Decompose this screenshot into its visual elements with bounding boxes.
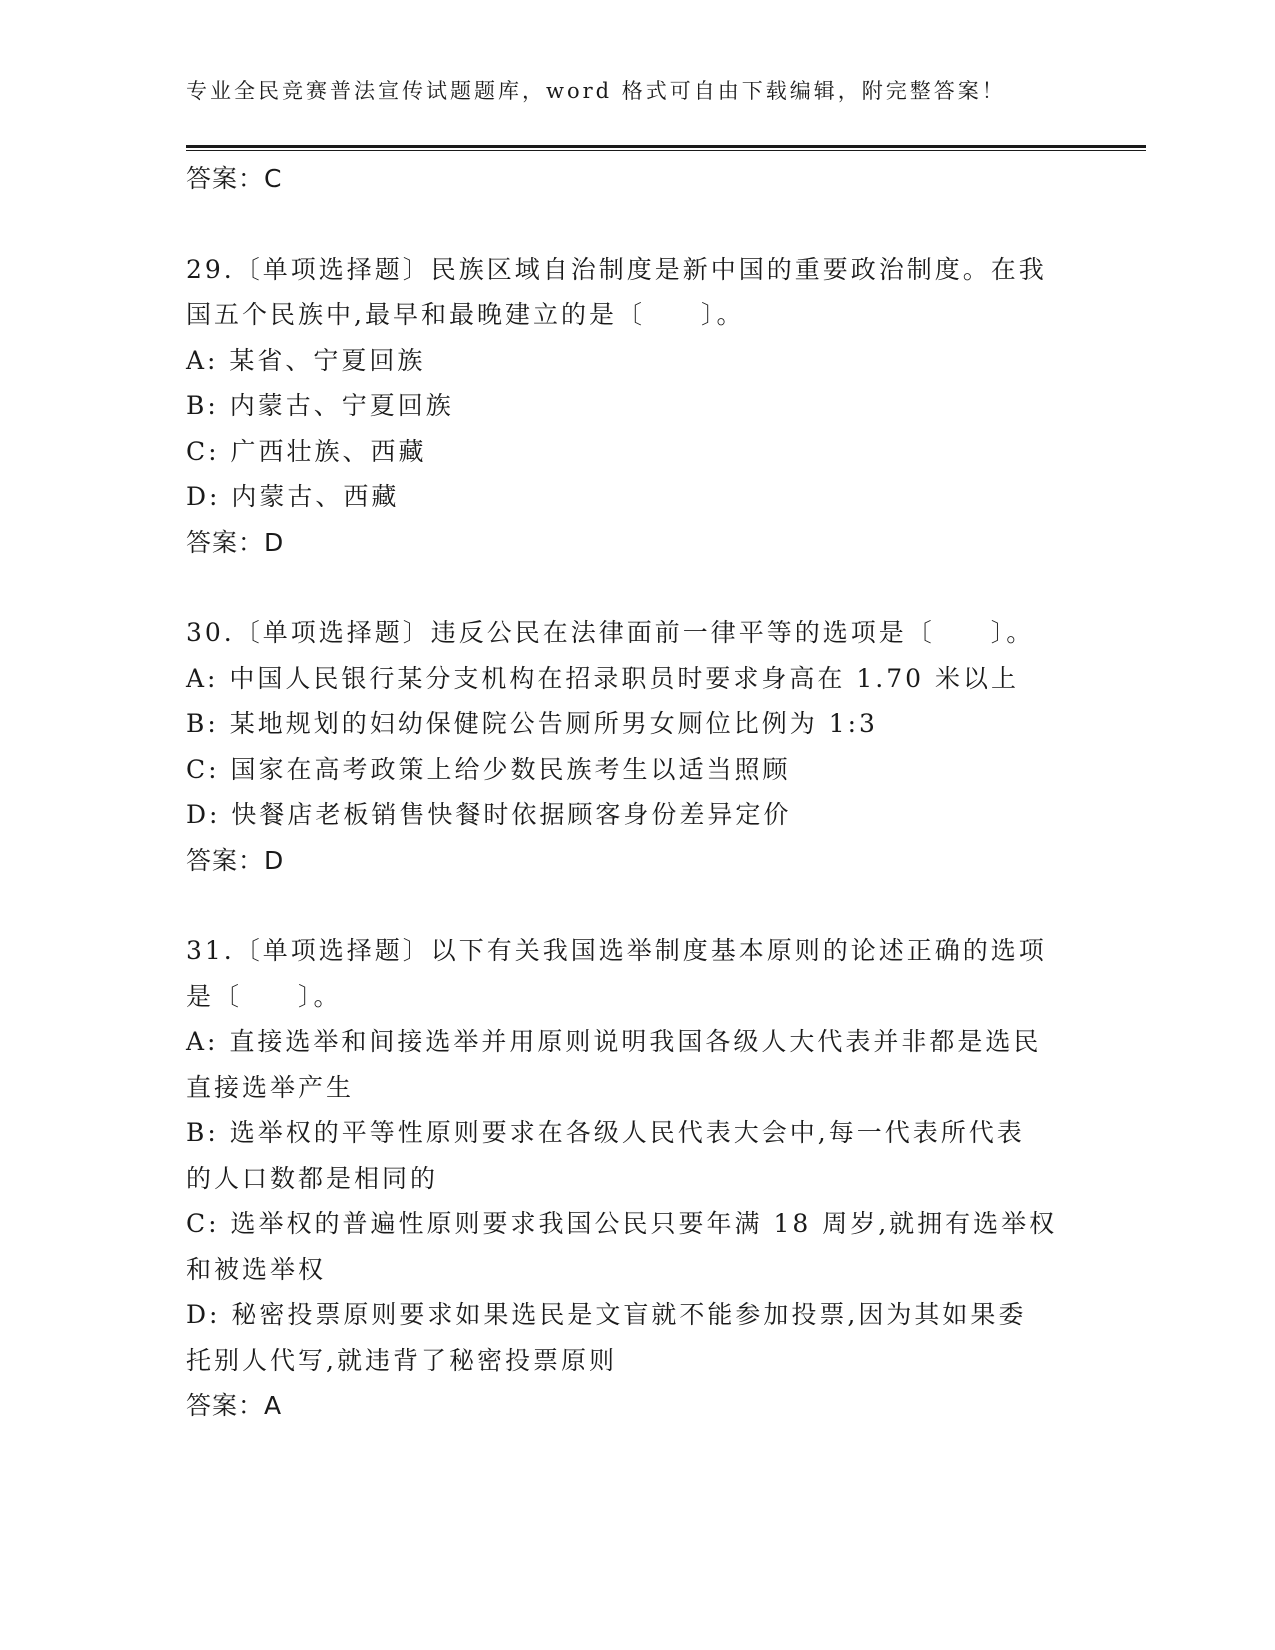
page-header: 专业全民竞赛普法宣传试题题库，word 格式可自由下载编辑，附完整答案！	[186, 79, 1006, 103]
document-body	[186, 156, 1066, 1429]
option-line: C: 广西壮族、西藏	[186, 436, 427, 466]
option-line: B: 某地规划的妇幼保健院公告厕所男女厕位比例为 1:3	[186, 709, 878, 738]
option-line: 托别人代写,就违背了秘密投票原则	[186, 1345, 617, 1375]
question-stem-line: 30.〔单项选择题〕违反公民在法律面前一律平等的选项是〔 〕。	[186, 618, 1035, 647]
option-line: 和被选举权	[186, 1254, 327, 1284]
option-line: C: 国家在高考政策上给少数民族考生以适当照顾	[186, 754, 791, 784]
option-line: B: 内蒙古、宁夏回族	[186, 391, 454, 420]
question-stem-line: 是〔 〕。	[186, 981, 342, 1011]
option-line: D: 秘密投票原则要求如果选民是文盲就不能参加投票,因为其如果委	[186, 1300, 1027, 1329]
option-line: D: 快餐店老板销售快餐时依据顾客身份差异定价	[186, 800, 792, 829]
option-line: D: 内蒙古、西藏	[186, 482, 400, 511]
option-line: 直接选举产生	[186, 1072, 355, 1102]
header-rule-thick	[186, 145, 1146, 148]
option-line: B: 选举权的平等性原则要求在各级人民代表大会中,每一代表所代表	[186, 1118, 1025, 1147]
spacer	[186, 202, 1066, 247]
spacer	[186, 883, 1066, 928]
answer-line: 答案：D	[186, 845, 285, 875]
previous-answer: 答案：C	[186, 164, 283, 193]
answer-line: 答案：D	[186, 527, 285, 557]
option-line: A: 某省、宁夏回族	[186, 345, 426, 375]
header-rule-thin	[186, 150, 1146, 151]
question-31	[186, 928, 1066, 1429]
option-line: A: 中国人民银行某分支机构在招录职员时要求身高在 1.70 米以上	[186, 663, 1019, 693]
question-stem-line: 31.〔单项选择题〕以下有关我国选举制度基本原则的论述正确的选项	[186, 936, 1047, 965]
question-29	[186, 247, 1066, 566]
answer-line: 答案：A	[186, 1391, 283, 1420]
option-line: A: 直接选举和间接选举并用原则说明我国各级人大代表并非都是选民	[186, 1027, 1042, 1056]
option-line: C: 选举权的普遍性原则要求我国公民只要年满 18 周岁,就拥有选举权	[186, 1209, 1058, 1238]
option-line: 的人口数都是相同的	[186, 1163, 439, 1193]
spacer	[186, 565, 1066, 610]
question-stem-line: 29.〔单项选择题〕民族区域自治制度是新中国的重要政治制度。在我	[186, 254, 1047, 284]
question-30	[186, 610, 1066, 883]
question-stem-line: 国五个民族中,最早和最晚建立的是〔 〕。	[186, 300, 745, 329]
